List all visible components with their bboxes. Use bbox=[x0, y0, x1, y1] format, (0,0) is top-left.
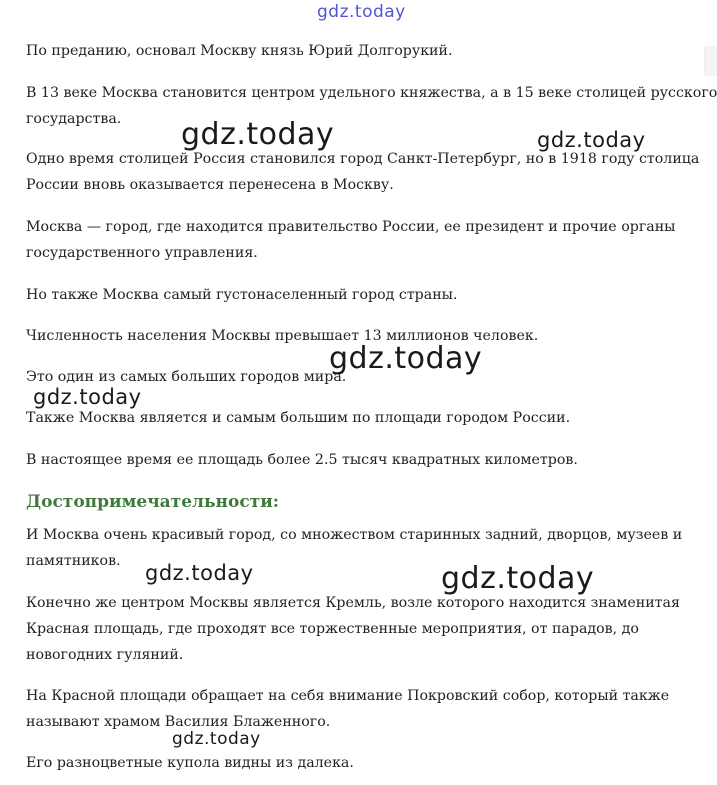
watermark: gdz.today bbox=[329, 341, 483, 376]
watermark: gdz.today bbox=[33, 385, 142, 409]
text-line: Но также Москва самый густонаселенный город страны. bbox=[26, 287, 458, 303]
paragraph-populous bbox=[26, 282, 457, 308]
watermark: gdz.today bbox=[145, 561, 254, 585]
paragraph-capital-history bbox=[26, 146, 699, 198]
text-line: В 13 веке Москва становится центром удельного княжества, а в 15 веке столицей русского bbox=[26, 85, 717, 101]
paragraph-population bbox=[26, 323, 538, 349]
paragraph-government bbox=[26, 214, 675, 266]
text-line: И Москва очень красивый город, со множеством старинных задний, дворцов, музеев и bbox=[26, 527, 683, 543]
watermark: gdz.today bbox=[181, 117, 335, 152]
text-line: На Красной площади обращает на себя внимание Покровский собор, который также bbox=[26, 688, 670, 704]
text-line: По преданию, основал Москву князь Юрий Долгорукий. bbox=[26, 43, 453, 59]
section-heading-sights: Достопримечательности: bbox=[26, 492, 280, 512]
text-line: России вновь оказывается перенесена в Москву. bbox=[26, 177, 394, 193]
text-line: Численность населения Москвы превышает 13 миллионов человек. bbox=[26, 328, 539, 344]
watermark: gdz.today bbox=[441, 561, 595, 596]
paragraph-kremlin bbox=[26, 590, 680, 668]
paragraph-founding bbox=[26, 38, 452, 64]
text-line: Его разноцветные купола видны из далека. bbox=[26, 755, 354, 771]
scrollbar-thumb[interactable] bbox=[704, 46, 717, 76]
paragraph-largest-cities bbox=[26, 364, 346, 390]
text-line: называют храмом Василия Блаженного. bbox=[26, 714, 331, 730]
text-line: Также Москва является и самым большим по площади городом России. bbox=[26, 410, 571, 426]
text-line: Это один из самых больших городов мира. bbox=[26, 369, 347, 385]
paragraph-area-largest bbox=[26, 405, 570, 431]
text-line: В настоящее время ее площадь более 2.5 тысяч квадратных километров. bbox=[26, 452, 578, 468]
paragraph-beautiful-city bbox=[26, 522, 682, 574]
text-line: новогодних гуляний. bbox=[26, 647, 184, 663]
paragraph-domes bbox=[26, 750, 354, 776]
text-line: памятников. bbox=[26, 553, 121, 569]
watermark-top: gdz.today bbox=[317, 2, 406, 22]
text-line: государства. bbox=[26, 111, 122, 127]
paragraph-st-basil bbox=[26, 683, 669, 735]
text-line: государственного управления. bbox=[26, 245, 258, 261]
watermark: gdz.today bbox=[172, 729, 261, 749]
paragraph-13th-century bbox=[26, 80, 717, 132]
text-line: Одно время столицей Россия становился город Санкт-Петербург, но в 1918 году столица bbox=[26, 151, 700, 167]
text-line: Красная площадь, где проходят все торжественные мероприятия, от парадов, до bbox=[26, 621, 639, 637]
text-line: Москва — город, где находится правительство России, ее президент и прочие органы bbox=[26, 219, 676, 235]
text-line: Конечно же центром Москвы является Кремль, возле которого находится знаменитая bbox=[26, 595, 680, 611]
watermark: gdz.today bbox=[537, 128, 646, 152]
paragraph-area-size bbox=[26, 447, 578, 473]
